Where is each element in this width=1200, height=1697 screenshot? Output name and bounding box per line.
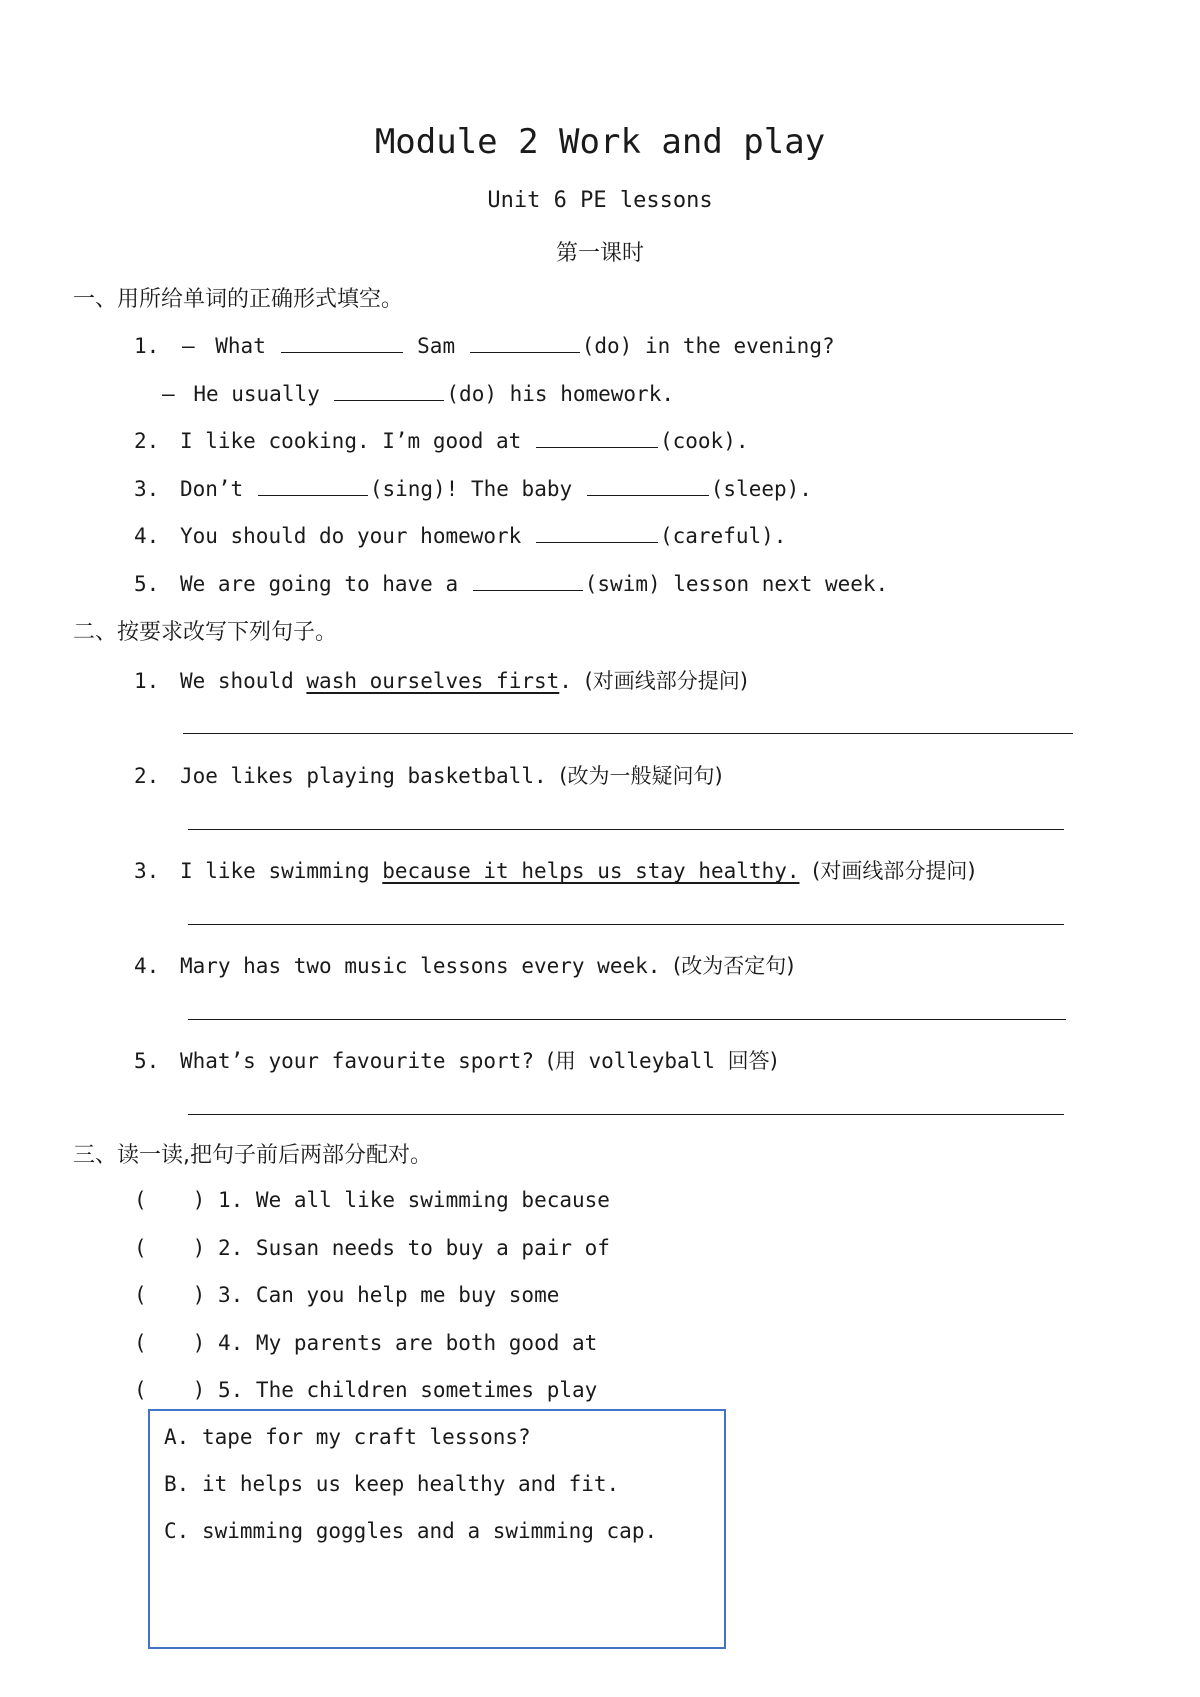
- question-text: He usually: [193, 382, 320, 406]
- answer-line[interactable]: [188, 924, 1064, 925]
- answer-bracket[interactable]: ): [192, 1188, 206, 1212]
- underlined-phrase: wash ourselves first: [306, 669, 560, 693]
- match-item: [134, 1236, 610, 1260]
- question-text: Sam: [417, 334, 456, 358]
- question-text: We are going to have a: [179, 572, 459, 596]
- match-item: [134, 1283, 559, 1307]
- match-item: [134, 1378, 597, 1402]
- option-text: it helps us keep healthy and fit.: [201, 1472, 620, 1496]
- s2-question-4: [134, 950, 794, 980]
- question-number: 4.: [134, 524, 160, 548]
- s1-question-5: [134, 570, 888, 596]
- question-text: (do) his homework.: [446, 382, 674, 406]
- question-text: We should: [179, 669, 294, 693]
- s1-question-3: [134, 475, 812, 501]
- s2-question-2: [134, 760, 723, 790]
- question-text: Can you help me buy some: [255, 1283, 560, 1307]
- answer-bracket[interactable]: (: [134, 1188, 147, 1212]
- answer-bracket[interactable]: (: [134, 1378, 147, 1402]
- s2-question-5: [134, 1045, 778, 1075]
- question-number: 5.: [134, 572, 160, 596]
- match-item: [134, 1331, 597, 1355]
- fill-blank[interactable]: [470, 332, 580, 353]
- answer-bracket[interactable]: ): [192, 1283, 206, 1307]
- question-number: 3.: [134, 859, 160, 883]
- instruction-note: volleyball: [588, 1049, 715, 1073]
- question-number: 4.: [134, 954, 160, 978]
- question-number: 3.: [217, 1283, 244, 1307]
- answer-line[interactable]: [183, 733, 1073, 734]
- question-number: 2.: [217, 1236, 244, 1260]
- answer-bracket[interactable]: ): [192, 1331, 206, 1355]
- question-text: I like swimming: [179, 859, 370, 883]
- instruction-note: (对画线部分提问): [584, 669, 748, 693]
- option-b: [164, 1472, 619, 1496]
- answer-bracket[interactable]: (: [134, 1331, 147, 1355]
- question-text: Don’t: [179, 477, 244, 501]
- option-letter: A.: [164, 1425, 190, 1449]
- answer-line[interactable]: [188, 1019, 1066, 1020]
- s2-question-1: [134, 665, 748, 695]
- instruction-note: (对画线部分提问): [812, 859, 976, 883]
- question-text: (swim) lesson next week.: [584, 572, 889, 596]
- fill-blank[interactable]: [587, 475, 709, 496]
- option-a: [164, 1425, 531, 1449]
- question-text: What’s your favourite sport?: [179, 1049, 534, 1073]
- question-text: Joe likes playing basketball.: [179, 764, 547, 788]
- question-text: Mary has two music lessons every week.: [179, 954, 661, 978]
- unit-subtitle: Unit 6 PE lessons: [487, 188, 713, 213]
- question-text: (cook).: [659, 429, 749, 453]
- question-number: 1.: [134, 669, 160, 693]
- answer-line[interactable]: [188, 829, 1064, 830]
- section1-heading: 一、用所给单词的正确形式填空。: [73, 287, 404, 312]
- instruction-note: (改为否定句): [673, 954, 795, 978]
- option-letter: C.: [164, 1519, 190, 1543]
- fill-blank[interactable]: [536, 522, 658, 543]
- instruction-note: 回答): [727, 1049, 778, 1073]
- match-item: [134, 1188, 610, 1212]
- fill-blank[interactable]: [536, 427, 658, 448]
- s2-question-3: [134, 855, 976, 885]
- answer-bracket[interactable]: (: [134, 1283, 147, 1307]
- answer-bracket[interactable]: ): [192, 1378, 206, 1402]
- option-c: [164, 1519, 657, 1543]
- question-text: (sleep).: [710, 477, 812, 501]
- question-number: 2.: [134, 764, 160, 788]
- question-text: .: [559, 669, 572, 693]
- question-text: My parents are both good at: [255, 1331, 598, 1355]
- options-box: [148, 1409, 726, 1649]
- question-number: 3.: [134, 477, 160, 501]
- s1-question-2: [134, 427, 749, 453]
- fill-blank[interactable]: [334, 380, 444, 401]
- option-letter: B.: [164, 1472, 190, 1496]
- question-text: The children sometimes play: [255, 1378, 598, 1402]
- question-number: 5.: [217, 1378, 244, 1402]
- underlined-phrase: because it helps us stay healthy.: [382, 859, 800, 883]
- question-text: We all like swimming because: [255, 1188, 610, 1212]
- question-number: 2.: [134, 429, 160, 453]
- option-text: swimming goggles and a swimming cap.: [201, 1519, 658, 1543]
- fill-blank[interactable]: [473, 570, 583, 591]
- question-number: 1.: [217, 1188, 244, 1212]
- section3-heading: 三、读一读,把句子前后两部分配对。: [73, 1143, 432, 1168]
- section2-heading: 二、按要求改写下列句子。: [73, 620, 338, 645]
- question-number: 4.: [217, 1331, 244, 1355]
- fill-blank[interactable]: [281, 332, 403, 353]
- question-text: (careful).: [659, 524, 787, 548]
- fill-blank[interactable]: [258, 475, 368, 496]
- instruction-note: (用: [546, 1049, 576, 1073]
- s1-question-1b: [162, 380, 674, 406]
- question-text: What: [215, 334, 266, 358]
- question-text: Susan needs to buy a pair of: [255, 1236, 610, 1260]
- lesson-label: 第一课时: [555, 241, 644, 266]
- question-number: 1.: [134, 334, 160, 358]
- question-text: I like cooking. I’m good at: [179, 429, 522, 453]
- answer-bracket[interactable]: (: [134, 1236, 147, 1260]
- dialogue-dash: —: [181, 334, 195, 358]
- question-number: 5.: [134, 1049, 160, 1073]
- s1-question-4: [134, 522, 786, 548]
- answer-line[interactable]: [188, 1114, 1064, 1115]
- question-text: You should do your homework: [179, 524, 522, 548]
- worksheet-title: Module 2 Work and play: [374, 122, 826, 162]
- answer-bracket[interactable]: ): [192, 1236, 206, 1260]
- option-text: tape for my craft lessons?: [201, 1425, 531, 1449]
- question-text: (do) in the evening?: [581, 334, 835, 358]
- s1-question-1a: [134, 332, 835, 358]
- instruction-note: (改为一般疑问句): [559, 764, 723, 788]
- question-text: (sing)! The baby: [369, 477, 573, 501]
- dialogue-dash: —: [162, 382, 175, 406]
